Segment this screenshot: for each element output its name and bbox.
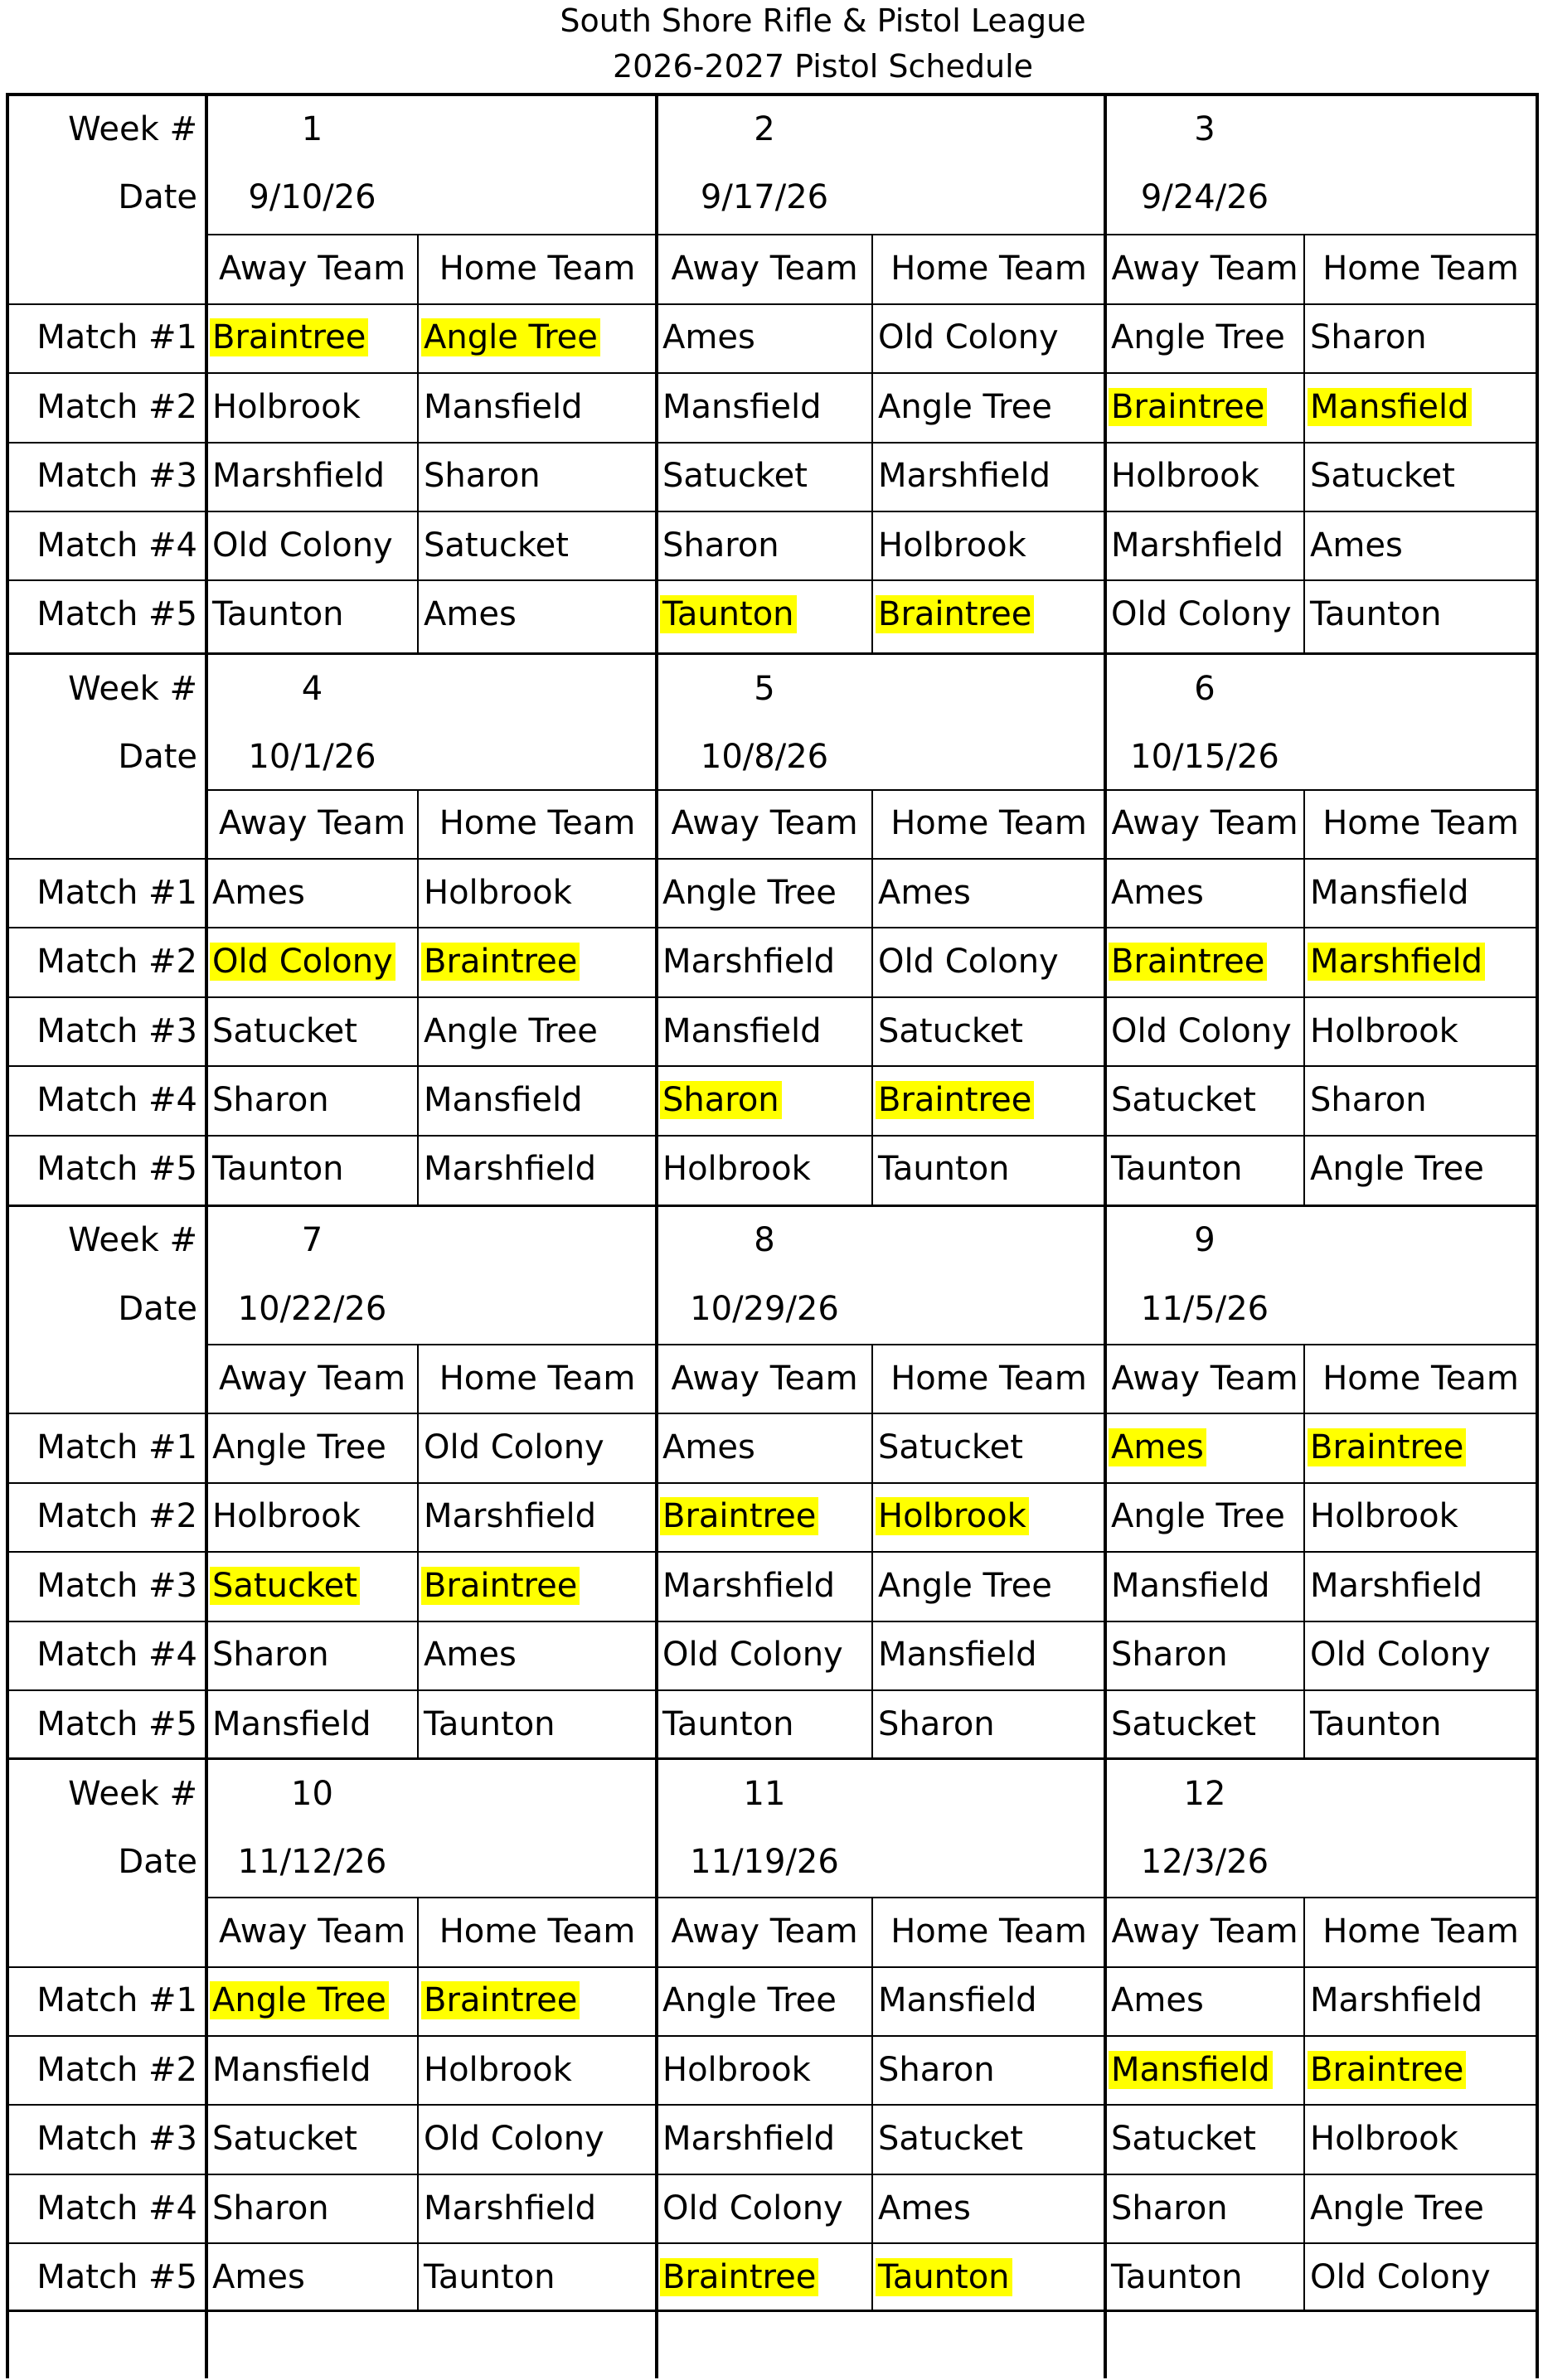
away-team-cell: Marshfield bbox=[1111, 526, 1283, 565]
match-date: 9/10/26 bbox=[248, 178, 376, 216]
home-team-cell: Braintree bbox=[421, 1981, 580, 2019]
away-team-cell: Mansfield bbox=[662, 1012, 822, 1050]
away-team-header: Away Team bbox=[1111, 1912, 1298, 1951]
home-team-cell: Sharon bbox=[1310, 1081, 1427, 1119]
match-label: Match #2 bbox=[36, 2051, 197, 2089]
away-team-cell: Braintree bbox=[660, 2258, 818, 2296]
match-label: Match #1 bbox=[36, 1981, 197, 2019]
away-team-cell: Mansfield bbox=[662, 388, 822, 426]
away-team-header: Away Team bbox=[218, 1912, 406, 1951]
week-label: Week # bbox=[68, 110, 197, 148]
home-team-cell: Marshfield bbox=[424, 2189, 596, 2227]
schedule-subtitle: 2026-2027 Pistol Schedule bbox=[612, 48, 1034, 85]
away-team-cell: Mansfield bbox=[1111, 1567, 1270, 1605]
away-team-cell: Satucket bbox=[210, 1567, 360, 1605]
home-team-cell: Angle Tree bbox=[878, 388, 1052, 426]
home-team-cell: Sharon bbox=[1310, 318, 1427, 356]
home-team-cell: Ames bbox=[424, 1636, 517, 1674]
home-team-cell: Mansfield bbox=[424, 388, 583, 426]
away-team-cell: Old Colony bbox=[662, 2189, 843, 2227]
block-border bbox=[6, 1757, 1539, 1760]
away-team-header: Away Team bbox=[671, 804, 858, 842]
match-label: Match #1 bbox=[36, 874, 197, 912]
home-team-cell: Angle Tree bbox=[878, 1567, 1052, 1605]
match-date: 10/1/26 bbox=[248, 738, 376, 776]
home-team-cell: Angle Tree bbox=[421, 318, 600, 356]
row-border bbox=[7, 511, 1537, 512]
home-team-cell: Braintree bbox=[1308, 1428, 1466, 1466]
week-number: 7 bbox=[301, 1221, 323, 1259]
header-row-border bbox=[206, 789, 1537, 791]
row-border bbox=[7, 1482, 1537, 1484]
home-team-cell: Satucket bbox=[424, 526, 569, 565]
home-team-cell: Ames bbox=[878, 2189, 971, 2227]
match-label: Match #3 bbox=[36, 2120, 197, 2158]
home-team-cell: Braintree bbox=[421, 943, 580, 981]
away-team-cell: Sharon bbox=[1111, 2189, 1228, 2227]
row-border bbox=[7, 1065, 1537, 1067]
away-team-cell: Braintree bbox=[1109, 388, 1267, 426]
away-team-cell: Taunton bbox=[212, 1150, 344, 1188]
week-number: 12 bbox=[1183, 1775, 1226, 1813]
home-team-cell: Braintree bbox=[1308, 2051, 1466, 2089]
home-team-cell: Angle Tree bbox=[1310, 2189, 1484, 2227]
home-team-cell: Mansfield bbox=[878, 1981, 1037, 2019]
away-team-cell: Sharon bbox=[212, 1081, 329, 1119]
away-team-cell: Braintree bbox=[1109, 943, 1267, 981]
row-border bbox=[7, 1966, 1537, 1968]
match-label: Match #4 bbox=[36, 1636, 197, 1674]
away-team-header: Away Team bbox=[218, 250, 406, 288]
match-label: Match #5 bbox=[36, 595, 197, 633]
home-team-cell: Mansfield bbox=[878, 1636, 1037, 1674]
home-team-cell: Holbrook bbox=[876, 1497, 1029, 1535]
home-team-cell: Taunton bbox=[424, 1705, 556, 1743]
home-team-cell: Satucket bbox=[878, 1012, 1023, 1050]
away-team-cell: Mansfield bbox=[212, 2051, 371, 2089]
match-label: Match #3 bbox=[36, 1012, 197, 1050]
home-team-cell: Braintree bbox=[876, 595, 1034, 633]
away-team-cell: Old Colony bbox=[662, 1636, 843, 1674]
match-label: Match #5 bbox=[36, 1705, 197, 1743]
row-border bbox=[7, 996, 1537, 998]
home-team-header: Home Team bbox=[439, 804, 636, 842]
row-border bbox=[7, 1413, 1537, 1414]
away-team-cell: Taunton bbox=[660, 595, 797, 633]
match-date: 10/29/26 bbox=[690, 1290, 839, 1328]
block-border bbox=[6, 2310, 1539, 2312]
team-column-divider bbox=[871, 234, 873, 653]
match-label: Match #5 bbox=[36, 2258, 197, 2296]
home-team-cell: Marshfield bbox=[424, 1150, 596, 1188]
away-team-cell: Ames bbox=[1111, 874, 1204, 912]
match-label: Match #1 bbox=[36, 1428, 197, 1466]
home-team-cell: Old Colony bbox=[1310, 2258, 1491, 2296]
home-team-cell: Marshfield bbox=[1310, 1567, 1482, 1605]
away-team-cell: Angle Tree bbox=[212, 1428, 386, 1466]
block-border bbox=[6, 652, 1539, 655]
away-team-cell: Marshfield bbox=[662, 943, 835, 981]
date-label: Date bbox=[118, 738, 197, 776]
away-team-cell: Taunton bbox=[1111, 1150, 1243, 1188]
row-border bbox=[7, 2242, 1537, 2244]
match-label: Match #1 bbox=[36, 318, 197, 356]
away-team-cell: Ames bbox=[662, 318, 755, 356]
away-team-cell: Holbrook bbox=[662, 2051, 811, 2089]
home-team-cell: Marshfield bbox=[1308, 943, 1485, 981]
away-team-cell: Mansfield bbox=[1109, 2051, 1273, 2089]
header-row-border bbox=[206, 1897, 1537, 1898]
home-team-cell: Angle Tree bbox=[1310, 1150, 1484, 1188]
team-column-divider bbox=[417, 234, 419, 653]
away-team-cell: Holbrook bbox=[662, 1150, 811, 1188]
week-number: 10 bbox=[291, 1775, 333, 1813]
home-team-cell: Ames bbox=[878, 874, 971, 912]
row-border bbox=[7, 858, 1537, 860]
home-team-cell: Sharon bbox=[878, 1705, 995, 1743]
match-date: 9/24/26 bbox=[1140, 178, 1269, 216]
away-team-cell: Angle Tree bbox=[662, 874, 837, 912]
away-team-header: Away Team bbox=[218, 1360, 406, 1398]
away-team-cell: Marshfield bbox=[662, 2120, 835, 2158]
away-team-cell: Angle Tree bbox=[662, 1981, 837, 2019]
away-team-cell: Sharon bbox=[212, 2189, 329, 2227]
match-label: Match #4 bbox=[36, 2189, 197, 2227]
schedule-title: South Shore Rifle & Pistol League bbox=[560, 2, 1086, 39]
home-team-cell: Satucket bbox=[1310, 457, 1455, 495]
match-date: 10/22/26 bbox=[237, 1290, 387, 1328]
home-team-cell: Marshfield bbox=[1310, 1981, 1482, 2019]
away-team-header: Away Team bbox=[1111, 1360, 1298, 1398]
home-team-cell: Holbrook bbox=[878, 526, 1026, 565]
away-team-cell: Ames bbox=[662, 1428, 755, 1466]
table-top-border bbox=[6, 93, 1539, 96]
away-team-cell: Old Colony bbox=[210, 943, 395, 981]
home-team-cell: Holbrook bbox=[1310, 2120, 1458, 2158]
week-label: Week # bbox=[68, 1221, 197, 1259]
away-team-cell: Ames bbox=[212, 874, 305, 912]
week-label: Week # bbox=[68, 1775, 197, 1813]
week-number: 6 bbox=[1194, 670, 1215, 708]
home-team-cell: Mansfield bbox=[1310, 874, 1469, 912]
match-date: 10/15/26 bbox=[1130, 738, 1279, 776]
away-team-cell: Satucket bbox=[212, 2120, 357, 2158]
home-team-header: Home Team bbox=[439, 1912, 636, 1951]
away-team-header: Away Team bbox=[671, 1912, 858, 1951]
away-team-cell: Taunton bbox=[212, 595, 344, 633]
home-team-cell: Old Colony bbox=[424, 1428, 604, 1466]
home-team-header: Home Team bbox=[1322, 804, 1519, 842]
header-row-border bbox=[206, 234, 1537, 235]
match-date: 10/8/26 bbox=[700, 738, 829, 776]
week-number: 3 bbox=[1194, 110, 1215, 148]
home-team-header: Home Team bbox=[1322, 1360, 1519, 1398]
home-team-cell: Taunton bbox=[1310, 1705, 1442, 1743]
block-border bbox=[6, 1205, 1539, 1207]
week-number: 8 bbox=[754, 1221, 775, 1259]
away-team-cell: Satucket bbox=[212, 1012, 357, 1050]
home-team-cell: Old Colony bbox=[878, 943, 1059, 981]
match-label: Match #2 bbox=[36, 1497, 197, 1535]
match-date: 11/12/26 bbox=[237, 1843, 387, 1881]
row-border bbox=[7, 927, 1537, 928]
home-team-cell: Sharon bbox=[424, 457, 541, 495]
away-team-cell: Taunton bbox=[1111, 2258, 1243, 2296]
row-border bbox=[7, 2174, 1537, 2175]
row-border bbox=[7, 579, 1537, 581]
home-team-cell: Marshfield bbox=[878, 457, 1051, 495]
home-team-cell: Mansfield bbox=[1308, 388, 1472, 426]
home-team-cell: Satucket bbox=[878, 1428, 1023, 1466]
away-team-cell: Braintree bbox=[210, 318, 368, 356]
away-team-header: Away Team bbox=[218, 804, 406, 842]
match-date: 9/17/26 bbox=[700, 178, 829, 216]
match-date: 12/3/26 bbox=[1140, 1843, 1269, 1881]
match-label: Match #2 bbox=[36, 388, 197, 426]
home-team-cell: Old Colony bbox=[878, 318, 1059, 356]
home-team-header: Home Team bbox=[1322, 1912, 1519, 1951]
team-column-divider bbox=[1303, 234, 1305, 653]
away-team-cell: Ames bbox=[1109, 1428, 1206, 1466]
home-team-header: Home Team bbox=[890, 804, 1087, 842]
away-team-cell: Satucket bbox=[1111, 2120, 1256, 2158]
home-team-cell: Braintree bbox=[421, 1567, 580, 1605]
home-team-cell: Ames bbox=[1310, 526, 1403, 565]
away-team-cell: Marshfield bbox=[212, 457, 385, 495]
away-team-cell: Angle Tree bbox=[1111, 1497, 1285, 1535]
row-border bbox=[7, 1135, 1537, 1137]
away-team-cell: Satucket bbox=[1111, 1705, 1256, 1743]
away-team-cell: Taunton bbox=[662, 1705, 794, 1743]
home-team-cell: Taunton bbox=[876, 2258, 1012, 2296]
away-team-cell: Angle Tree bbox=[1111, 318, 1285, 356]
match-label: Match #3 bbox=[36, 1567, 197, 1605]
home-team-header: Home Team bbox=[439, 250, 636, 288]
row-border bbox=[7, 1551, 1537, 1553]
home-team-cell: Holbrook bbox=[1310, 1012, 1458, 1050]
away-team-header: Away Team bbox=[1111, 804, 1298, 842]
away-team-cell: Old Colony bbox=[1111, 1012, 1292, 1050]
home-team-cell: Old Colony bbox=[424, 2120, 604, 2158]
date-label: Date bbox=[118, 1290, 197, 1328]
home-team-header: Home Team bbox=[890, 250, 1087, 288]
away-team-cell: Ames bbox=[1111, 1981, 1204, 2019]
away-team-header: Away Team bbox=[1111, 250, 1298, 288]
home-team-cell: Sharon bbox=[878, 2051, 995, 2089]
row-border bbox=[7, 2035, 1537, 2037]
away-team-cell: Satucket bbox=[662, 457, 808, 495]
home-team-cell: Angle Tree bbox=[424, 1012, 598, 1050]
home-team-cell: Holbrook bbox=[424, 874, 572, 912]
away-team-cell: Sharon bbox=[662, 526, 779, 565]
away-team-cell: Marshfield bbox=[662, 1567, 835, 1605]
away-team-header: Away Team bbox=[671, 1360, 858, 1398]
home-team-header: Home Team bbox=[1322, 250, 1519, 288]
away-team-cell: Holbrook bbox=[212, 1497, 361, 1535]
match-label: Match #5 bbox=[36, 1150, 197, 1188]
match-date: 11/5/26 bbox=[1140, 1290, 1269, 1328]
home-team-header: Home Team bbox=[890, 1912, 1087, 1951]
home-team-cell: Taunton bbox=[424, 2258, 556, 2296]
date-label: Date bbox=[118, 1843, 197, 1881]
week-number: 2 bbox=[754, 110, 775, 148]
row-border bbox=[7, 303, 1537, 305]
away-team-cell: Old Colony bbox=[1111, 595, 1292, 633]
match-date: 11/19/26 bbox=[690, 1843, 839, 1881]
week-label: Week # bbox=[68, 670, 197, 708]
away-team-cell: Sharon bbox=[1111, 1636, 1228, 1674]
home-team-cell: Satucket bbox=[878, 2120, 1023, 2158]
home-team-cell: Marshfield bbox=[424, 1497, 596, 1535]
week-number: 9 bbox=[1194, 1221, 1215, 1259]
home-team-cell: Ames bbox=[424, 595, 517, 633]
week-number: 4 bbox=[301, 670, 323, 708]
match-label: Match #4 bbox=[36, 526, 197, 565]
home-team-cell: Taunton bbox=[1310, 595, 1442, 633]
home-team-header: Home Team bbox=[439, 1360, 636, 1398]
row-border bbox=[7, 1689, 1537, 1691]
date-label: Date bbox=[118, 178, 197, 216]
match-label: Match #4 bbox=[36, 1081, 197, 1119]
home-team-cell: Braintree bbox=[876, 1081, 1034, 1119]
row-border bbox=[7, 2104, 1537, 2106]
away-team-cell: Holbrook bbox=[1111, 457, 1259, 495]
row-border bbox=[7, 372, 1537, 374]
match-label: Match #2 bbox=[36, 943, 197, 981]
away-team-cell: Satucket bbox=[1111, 1081, 1256, 1119]
week-number: 5 bbox=[754, 670, 775, 708]
home-team-cell: Holbrook bbox=[424, 2051, 572, 2089]
away-team-cell: Old Colony bbox=[212, 526, 393, 565]
home-team-cell: Holbrook bbox=[1310, 1497, 1458, 1535]
home-team-cell: Old Colony bbox=[1310, 1636, 1491, 1674]
away-team-cell: Holbrook bbox=[212, 388, 361, 426]
home-team-cell: Taunton bbox=[878, 1150, 1010, 1188]
away-team-cell: Angle Tree bbox=[210, 1981, 389, 2019]
away-team-cell: Sharon bbox=[660, 1081, 782, 1119]
home-team-header: Home Team bbox=[890, 1360, 1087, 1398]
away-team-header: Away Team bbox=[671, 250, 858, 288]
away-team-cell: Sharon bbox=[212, 1636, 329, 1674]
header-row-border bbox=[206, 1344, 1537, 1345]
week-number: 1 bbox=[301, 110, 323, 148]
row-border bbox=[7, 442, 1537, 444]
away-team-cell: Braintree bbox=[660, 1497, 818, 1535]
home-team-cell: Mansfield bbox=[424, 1081, 583, 1119]
week-number: 11 bbox=[743, 1775, 786, 1813]
match-label: Match #3 bbox=[36, 457, 197, 495]
row-border bbox=[7, 1621, 1537, 1622]
away-team-cell: Ames bbox=[212, 2258, 305, 2296]
away-team-cell: Mansfield bbox=[212, 1705, 371, 1743]
